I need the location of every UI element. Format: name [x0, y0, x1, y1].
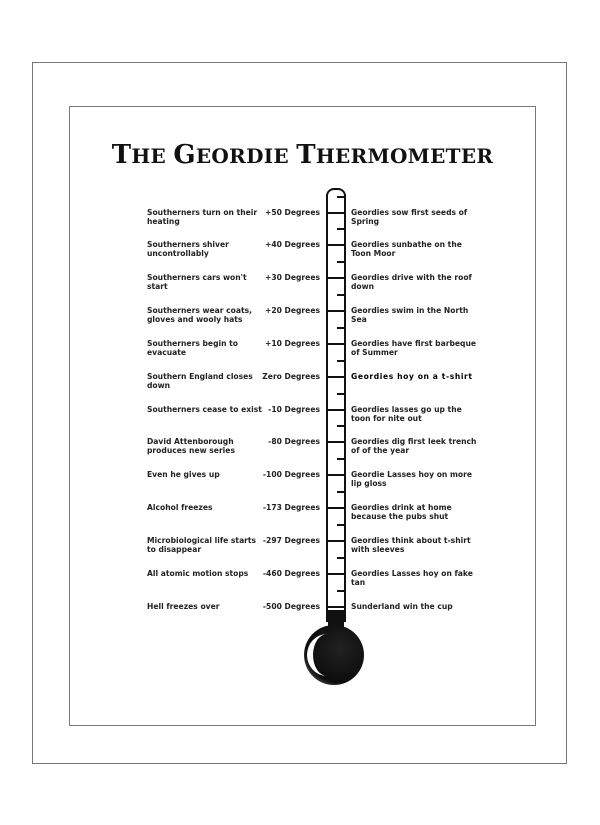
- row-southerners-text: Southerners begin to evacuate: [147, 339, 239, 357]
- row-geordies-text: Geordies drive with the roof down: [351, 273, 472, 291]
- title-word-geordie: EORDIE: [195, 144, 297, 168]
- row-geordies-text: Geordies lasses go up the toon for nite out: [351, 405, 462, 423]
- major-tick: [328, 409, 344, 411]
- row-geordies-text: Geordies Lasses hoy on fake tan: [351, 569, 473, 587]
- row-southerners-text: Alcohol freezes: [147, 503, 213, 512]
- thermometer-bulb-icon: [303, 624, 365, 686]
- minor-tick: [337, 393, 344, 395]
- major-tick: [328, 212, 344, 214]
- minor-tick: [337, 294, 344, 296]
- row-southerners-text: David Attenborough produces new series: [147, 437, 235, 455]
- major-tick: [328, 343, 344, 345]
- row-degrees-label: -100 Degrees: [262, 470, 320, 479]
- row-geordies-text: Geordie Lasses hoy on more lip gloss: [351, 470, 473, 488]
- row-geordies-text: Geordies drink at home because the pubs shut: [351, 503, 452, 521]
- minor-tick: [337, 196, 344, 198]
- major-tick: [328, 606, 344, 608]
- minor-tick: [337, 590, 344, 592]
- row-degrees-label: Zero Degrees: [262, 372, 320, 381]
- row-degrees-label: -10 Degrees: [268, 405, 320, 414]
- major-tick: [328, 441, 344, 443]
- row-degrees-label: -460 Degrees: [262, 569, 320, 578]
- row-geordies-text: Geordies dig first leek trench of of the year: [351, 437, 477, 455]
- row-degrees-label: +50 Degrees: [264, 208, 320, 217]
- row-southerners-text: Southerners cars won't start: [147, 273, 247, 291]
- row-southerners-text: Southerners shiver uncontrollably: [147, 240, 229, 258]
- major-tick: [328, 310, 344, 312]
- minor-tick: [337, 524, 344, 526]
- minor-tick: [337, 491, 344, 493]
- row-geordies-text: Geordies sunbathe on the Toon Moor: [351, 240, 462, 258]
- minor-tick: [337, 557, 344, 559]
- major-tick: [328, 376, 344, 378]
- row-southerners-text: All atomic motion stops: [147, 569, 249, 578]
- row-southerners-text: Southerners wear coats, gloves and wooly hats: [147, 306, 253, 324]
- row-southerners-text: Even he gives up: [147, 470, 220, 479]
- row-degrees-label: -500 Degrees: [262, 602, 320, 611]
- title-word-thermometer: HERMOMETER: [315, 144, 494, 168]
- title-initial-thermometer: T: [296, 140, 316, 170]
- row-southerners-text: Microbiological life starts to disappear: [147, 536, 257, 554]
- row-geordies-text: Geordies swim in the North Sea: [351, 306, 469, 324]
- major-tick: [328, 277, 344, 279]
- row-degrees-label: -173 Degrees: [262, 503, 320, 512]
- row-geordies-text: Geordies sow first seeds of Spring: [351, 208, 468, 226]
- row-geordies-text: Geordies have first barbeque of Summer: [351, 339, 477, 357]
- row-degrees-label: -297 Degrees: [262, 536, 320, 545]
- minor-tick: [337, 261, 344, 263]
- major-tick: [328, 573, 344, 575]
- row-southerners-text: Southerners turn on their heating: [147, 208, 258, 226]
- poster-title: [69, 140, 536, 170]
- minor-tick: [337, 228, 344, 230]
- row-southerners-text: Southern England closes down: [147, 372, 253, 390]
- minor-tick: [337, 458, 344, 460]
- minor-tick: [337, 360, 344, 362]
- row-degrees-label: -80 Degrees: [268, 437, 320, 446]
- major-tick: [328, 244, 344, 246]
- row-southerners-text: Hell freezes over: [147, 602, 220, 611]
- row-geordies-text: Sunderland win the cup: [351, 602, 453, 611]
- minor-tick: [337, 425, 344, 427]
- title-word-the: HE: [131, 144, 174, 168]
- row-southerners-text: Southerners cease to exist: [147, 405, 262, 414]
- major-tick: [328, 474, 344, 476]
- row-geordies-text: Geordies hoy on a t-shirt: [351, 372, 473, 381]
- row-degrees-label: +20 Degrees: [264, 306, 320, 315]
- major-tick: [328, 507, 344, 509]
- minor-tick: [337, 327, 344, 329]
- row-degrees-label: +10 Degrees: [264, 339, 320, 348]
- row-geordies-text: Geordies think about t-shirt with sleeves: [351, 536, 471, 554]
- row-degrees-label: +30 Degrees: [264, 273, 320, 282]
- title-initial-geordie: G: [173, 140, 196, 170]
- title-initial-the: T: [111, 140, 132, 170]
- major-tick: [328, 540, 344, 542]
- row-degrees-label: +40 Degrees: [264, 240, 320, 249]
